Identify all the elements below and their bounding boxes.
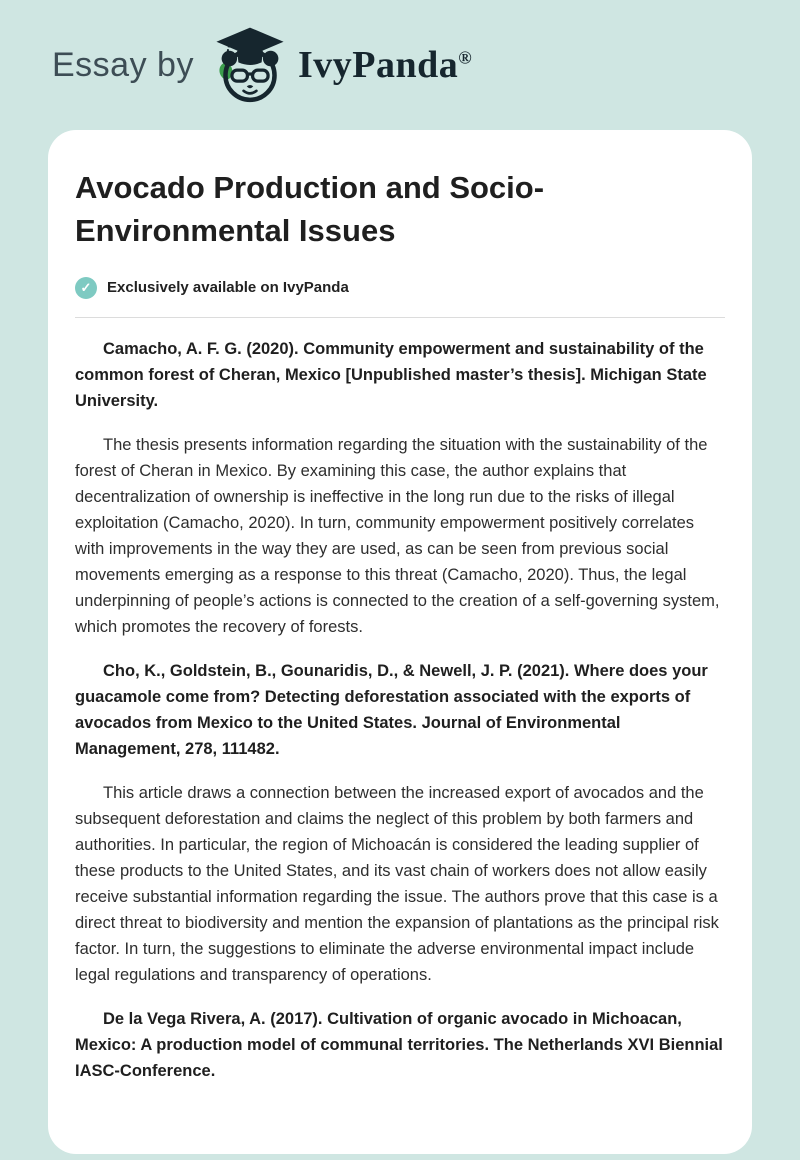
essay-body <box>75 336 725 1084</box>
annotation-cho: This article draws a connection between the increased export of avocados and the subsequent deforestation and claims the neglect of this problem by both farmers and authorities. In particular, the region of Michoacán is considered the leading supplier of these products to the United States, and its vast chain of workers does not allow easily receive substantial information regarding the issue. The authors prove that this case is a direct threat to biodiversity and mention the expansion of plantations as the principal risk factor. In turn, the suggestions to eliminate the adverse environmental impact include legal regulations and transparency of operations. <box>75 783 719 984</box>
citation-camacho: Camacho, A. F. G. (2020). Community empowerment and sustainability of the common forest of Cheran, Mexico [Unpublished master’s thesis]. Michigan State University. <box>75 339 707 410</box>
site-header <box>0 0 800 130</box>
annotation-camacho: The thesis presents information regarding the situation with the sustainability of the forest of Cheran in Mexico. By examining this case, the author explains that decentralization of ownership is ineffective in the long run due to the risks of illegal exploitation (Camacho, 2020). In turn, community empowerment positively correlates with improvements in the way they are used, as can be seen from previous social movements emerging as a response to this threat (Camacho, 2020). Thus, the legal underpinning of people’s actions is connected to the creation of a self-governing system, which promotes the recovery of forests. <box>75 435 720 636</box>
exclusive-badge <box>75 277 725 299</box>
brand-text: IvyPanda <box>297 44 459 86</box>
citation-cho: Cho, K., Goldstein, B., Gounaridis, D., & Newell, J. P. (2021). Where does your guacamole come from? Detecting deforestation associated with the exports of avocados from Mexico to the United States. Journal of Environmental Management, 278, 111482. <box>75 661 708 758</box>
essay-by-label: Essay by <box>52 45 194 84</box>
exclusive-badge-label: Exclusively available on IvyPanda <box>107 279 349 297</box>
brand-name[interactable] <box>298 43 472 87</box>
divider <box>75 317 725 318</box>
page-title: Avocado Production and Socio-Environmental Issues <box>75 170 545 249</box>
citation-de-la-vega: De la Vega Rivera, A. (2017). Cultivation of organic avocado in Michoacan, Mexico: A production model of communal territories. The Netherlands XVI Biennial IASC-Conference. <box>75 1009 723 1080</box>
essay-card <box>48 130 752 1154</box>
check-circle-icon: ✓ <box>75 277 97 299</box>
registered-mark: ® <box>458 47 473 68</box>
ivypanda-panda-logo-icon[interactable] <box>210 25 290 105</box>
